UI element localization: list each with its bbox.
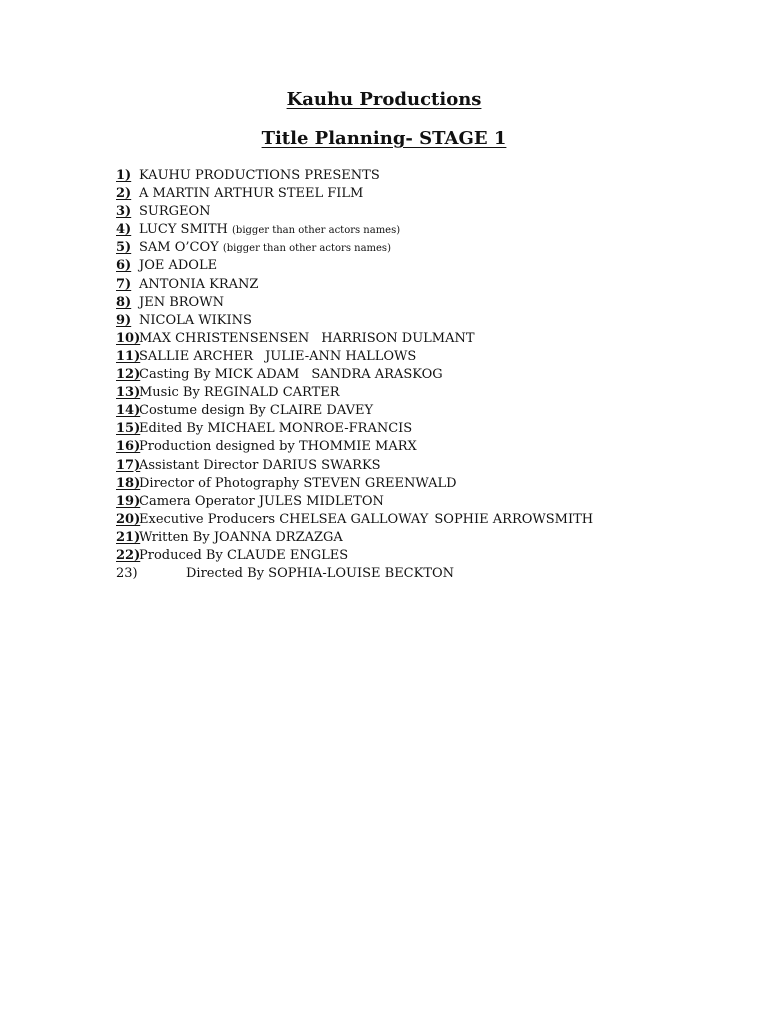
item-number: 15) [116,421,141,437]
item-number: 2) [116,186,132,202]
list-item [116,366,736,384]
item-text: A MARTIN ARTHUR STEEL FILM [139,186,364,202]
item-text: Music By REGINALD CARTER [139,385,340,401]
item-text: KAUHU PRODUCTIONS PRESENTS [139,168,380,183]
item-text: JEN BROWN [139,294,224,310]
list-item [116,221,736,239]
item-note: (bigger than other actors names) [232,225,401,237]
item-text-secondary: JULIE-ANN HALLOWS [265,348,417,364]
item-text: Assistant Director DARIUS SWARKS [139,457,381,473]
item-number: 16) [116,439,141,455]
list-item [116,294,736,312]
list-item [116,511,736,529]
item-number: 11) [116,348,141,364]
item-number: 7) [116,276,132,292]
list-item [116,276,736,294]
item-number: 4) [116,222,132,238]
item-text: Camera Operator JULES MIDLETON [139,493,384,509]
list-item [116,203,736,221]
item-note: (bigger than other actors names) [222,243,391,255]
list-item [116,167,736,185]
item-text: LUCY SMITH [139,222,233,238]
item-number: 3) [116,204,132,220]
item-number: 1) [116,168,132,183]
item-text: SAM O’COY [139,240,223,256]
company-heading: Kauhu Productions [286,89,482,110]
list-item [116,493,736,511]
item-number: 8) [116,294,132,310]
item-number: 22) [116,547,141,563]
list-item [116,547,736,565]
item-text: Edited By MICHAEL MONROE-FRANCIS [139,421,413,437]
list-item [116,384,736,402]
list-item [116,457,736,475]
item-number: 13) [116,385,141,401]
list-item [116,420,736,438]
item-text: Casting By MICK ADAM [139,367,300,383]
item-text: ANTONIA KRANZ [139,276,259,292]
item-number: 18) [116,475,141,491]
item-number: 23) [116,566,138,582]
item-number: 19) [116,493,141,509]
item-text: Directed By SOPHIA-LOUISE BECKTON [186,566,455,582]
item-text: JOE ADOLE [139,258,218,274]
item-text: SALLIE ARCHER [139,348,254,364]
title-list [116,167,736,583]
item-text: SURGEON [139,204,211,220]
item-text: Written By JOANNA DRZAZGA [139,529,343,545]
item-number: 12) [116,367,141,383]
list-item [116,185,736,203]
list-item [116,438,736,456]
item-number: 10) [116,330,141,346]
list-item [116,529,736,547]
item-text-secondary: SOPHIE ARROWSMITH [434,511,594,527]
list-item [116,330,736,348]
page-title: Title Planning- STAGE 1 [261,128,507,149]
item-text: Produced By CLAUDE ENGLES [139,547,349,563]
list-item [116,257,736,275]
item-number: 14) [116,403,141,419]
item-number: 21) [116,529,141,545]
item-text-secondary: SANDRA ARASKOG [311,367,443,383]
item-text: NICOLA WIKINS [139,312,252,328]
list-item [116,565,736,583]
item-text-secondary: HARRISON DULMANT [321,330,475,346]
item-number: 9) [116,312,132,328]
item-number: 6) [116,258,132,274]
list-item [116,348,736,366]
item-text: Production designed by THOMMIE MARX [139,439,417,455]
item-number: 5) [116,240,132,256]
item-number: 20) [116,511,141,527]
item-text: Director of Photography STEVEN GREENWALD [139,475,457,491]
item-text: MAX CHRISTENSENSEN [139,330,310,346]
list-item [116,312,736,330]
item-text: Executive Producers CHELSEA GALLOWAY [139,511,429,527]
item-number: 17) [116,457,141,473]
item-text: Costume design By CLAIRE DAVEY [139,403,374,419]
list-item [116,402,736,420]
list-item [116,475,736,493]
list-item [116,239,736,257]
